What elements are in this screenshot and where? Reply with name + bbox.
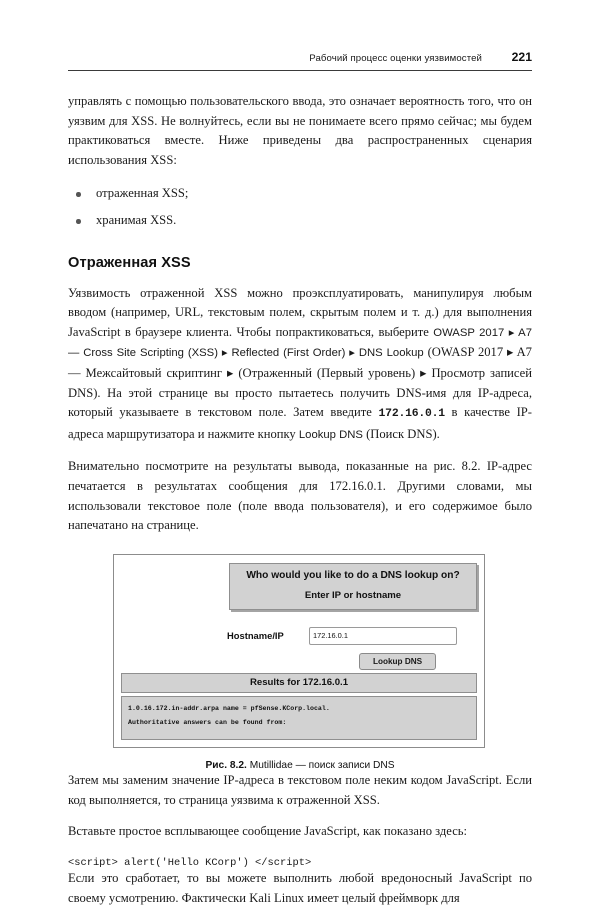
paragraph-insert-alert: Вставьте простое всплывающее сообщение JavaScript, как показано здесь: [68, 824, 468, 839]
paragraph-reflected-xss [68, 284, 532, 446]
lookup-button-row [121, 651, 477, 671]
paragraph-intro: управлять с помощью пользовательского ввода, это означает вероятность того, что он уязвим для XSS. Не волнуйтесь, если вы не понимаете всего прямо сейчас; мы будем практиковаться вместе. Ниже приведены два распространенных сценария использования XSS: [68, 94, 532, 167]
page-number: 221 [511, 50, 532, 64]
paragraph-results-explanation: Внимательно посмотрите на результаты вывода, показанные на рис. 8.2. IP-адрес печатается в результатах сообщения для 172.16.0.1. Другими словами, мы использовали текстовое поле (поле ввода пользователя), и его содержимое было напечатано на странице. [68, 459, 532, 533]
page-content [68, 92, 532, 908]
section-heading: Отраженная XSS [68, 254, 191, 271]
results-line: Authoritative answers can be found from: [128, 719, 287, 727]
lookup-dns-button-label: Lookup DNS [298, 428, 363, 441]
list-item [68, 211, 532, 231]
results-line: 1.0.16.172.in-addr.arpa name = pfSense.KCorp.local. [128, 705, 330, 713]
lookup-dns-button[interactable]: Lookup DNS [359, 653, 436, 671]
results-header-bar: Results for 172.16.0.1 [121, 673, 477, 694]
list-item [68, 184, 532, 204]
para-text-segment: в качестве IP-адреса маршрутизатора и нажмите кнопку [68, 405, 532, 441]
paragraph-replace-ip: Затем мы заменим значение IP-адреса в текстовом поле неким кодом JavaScript. Если код выполняется, то страница уязвима к отраженной XSS. [68, 773, 532, 807]
results-output [121, 696, 477, 740]
para-text-segment: Уязвимость отраженной XSS можно проэксплуатировать, манипулируя любым вводом (например, URL, текстовым полем, скрытым полем и т. д.) для выполнения JavaScript в браузере клиента. Чтобы попрактиковаться, выберите [68, 285, 532, 339]
ip-address-literal: 172.16.0.1 [378, 408, 445, 421]
figure-8-2 [68, 554, 532, 772]
para-text-segment: (Поиск DNS). [362, 426, 440, 441]
para-text-segment: (OWASP 2017 ▸ A7 — Межсайтовый скриптинг ▸ (Отраженный (Первый уровень) ▸ Просмотр записей DNS). На этой странице вы просто пытаетесь получить DNS-имя для IP-адреса, который указываете в текстовом поле. Затем введите [68, 345, 532, 420]
figure-caption-text: Mutillidae — поиск записи DNS [246, 760, 395, 772]
list-item-label: отраженная XSS; [96, 186, 189, 201]
code-snippet: <script> alert('Hello KCorp') </script> [68, 856, 312, 869]
banner-question: Who would you like to do a DNS lookup on? [246, 569, 460, 581]
paragraph-conclusion: Если это сработает, то вы можете выполнить любой вредоносный JavaScript по своему усмотрению. Фактически Kali Linux имеет целый фреймворк для [68, 870, 532, 905]
figure-caption [68, 760, 532, 771]
list-item-label: хранимая XSS. [96, 212, 177, 227]
figure-caption-number: Рис. 8.2. [205, 760, 247, 772]
menu-path-label: OWASP 2017 ▸ A7 — Cross Site Scripting (XSS) ▸ Reflected (First Order) ▸ DNS Lookup [68, 326, 533, 360]
running-head [68, 50, 532, 64]
xss-scenarios-list [68, 184, 532, 230]
hostname-input[interactable]: 172.16.0.1 [309, 627, 457, 645]
dns-lookup-form [121, 561, 477, 666]
banner-subtitle: Enter IP or hostname [304, 589, 402, 601]
dns-lookup-banner [229, 563, 477, 610]
hostname-field-row [121, 627, 477, 645]
hostname-field-label: Hostname/IP [227, 630, 284, 642]
running-head-title: Рабочий процесс оценки уязвимостей [309, 53, 482, 64]
mutillidae-screenshot [113, 554, 485, 749]
header-divider [68, 70, 532, 71]
